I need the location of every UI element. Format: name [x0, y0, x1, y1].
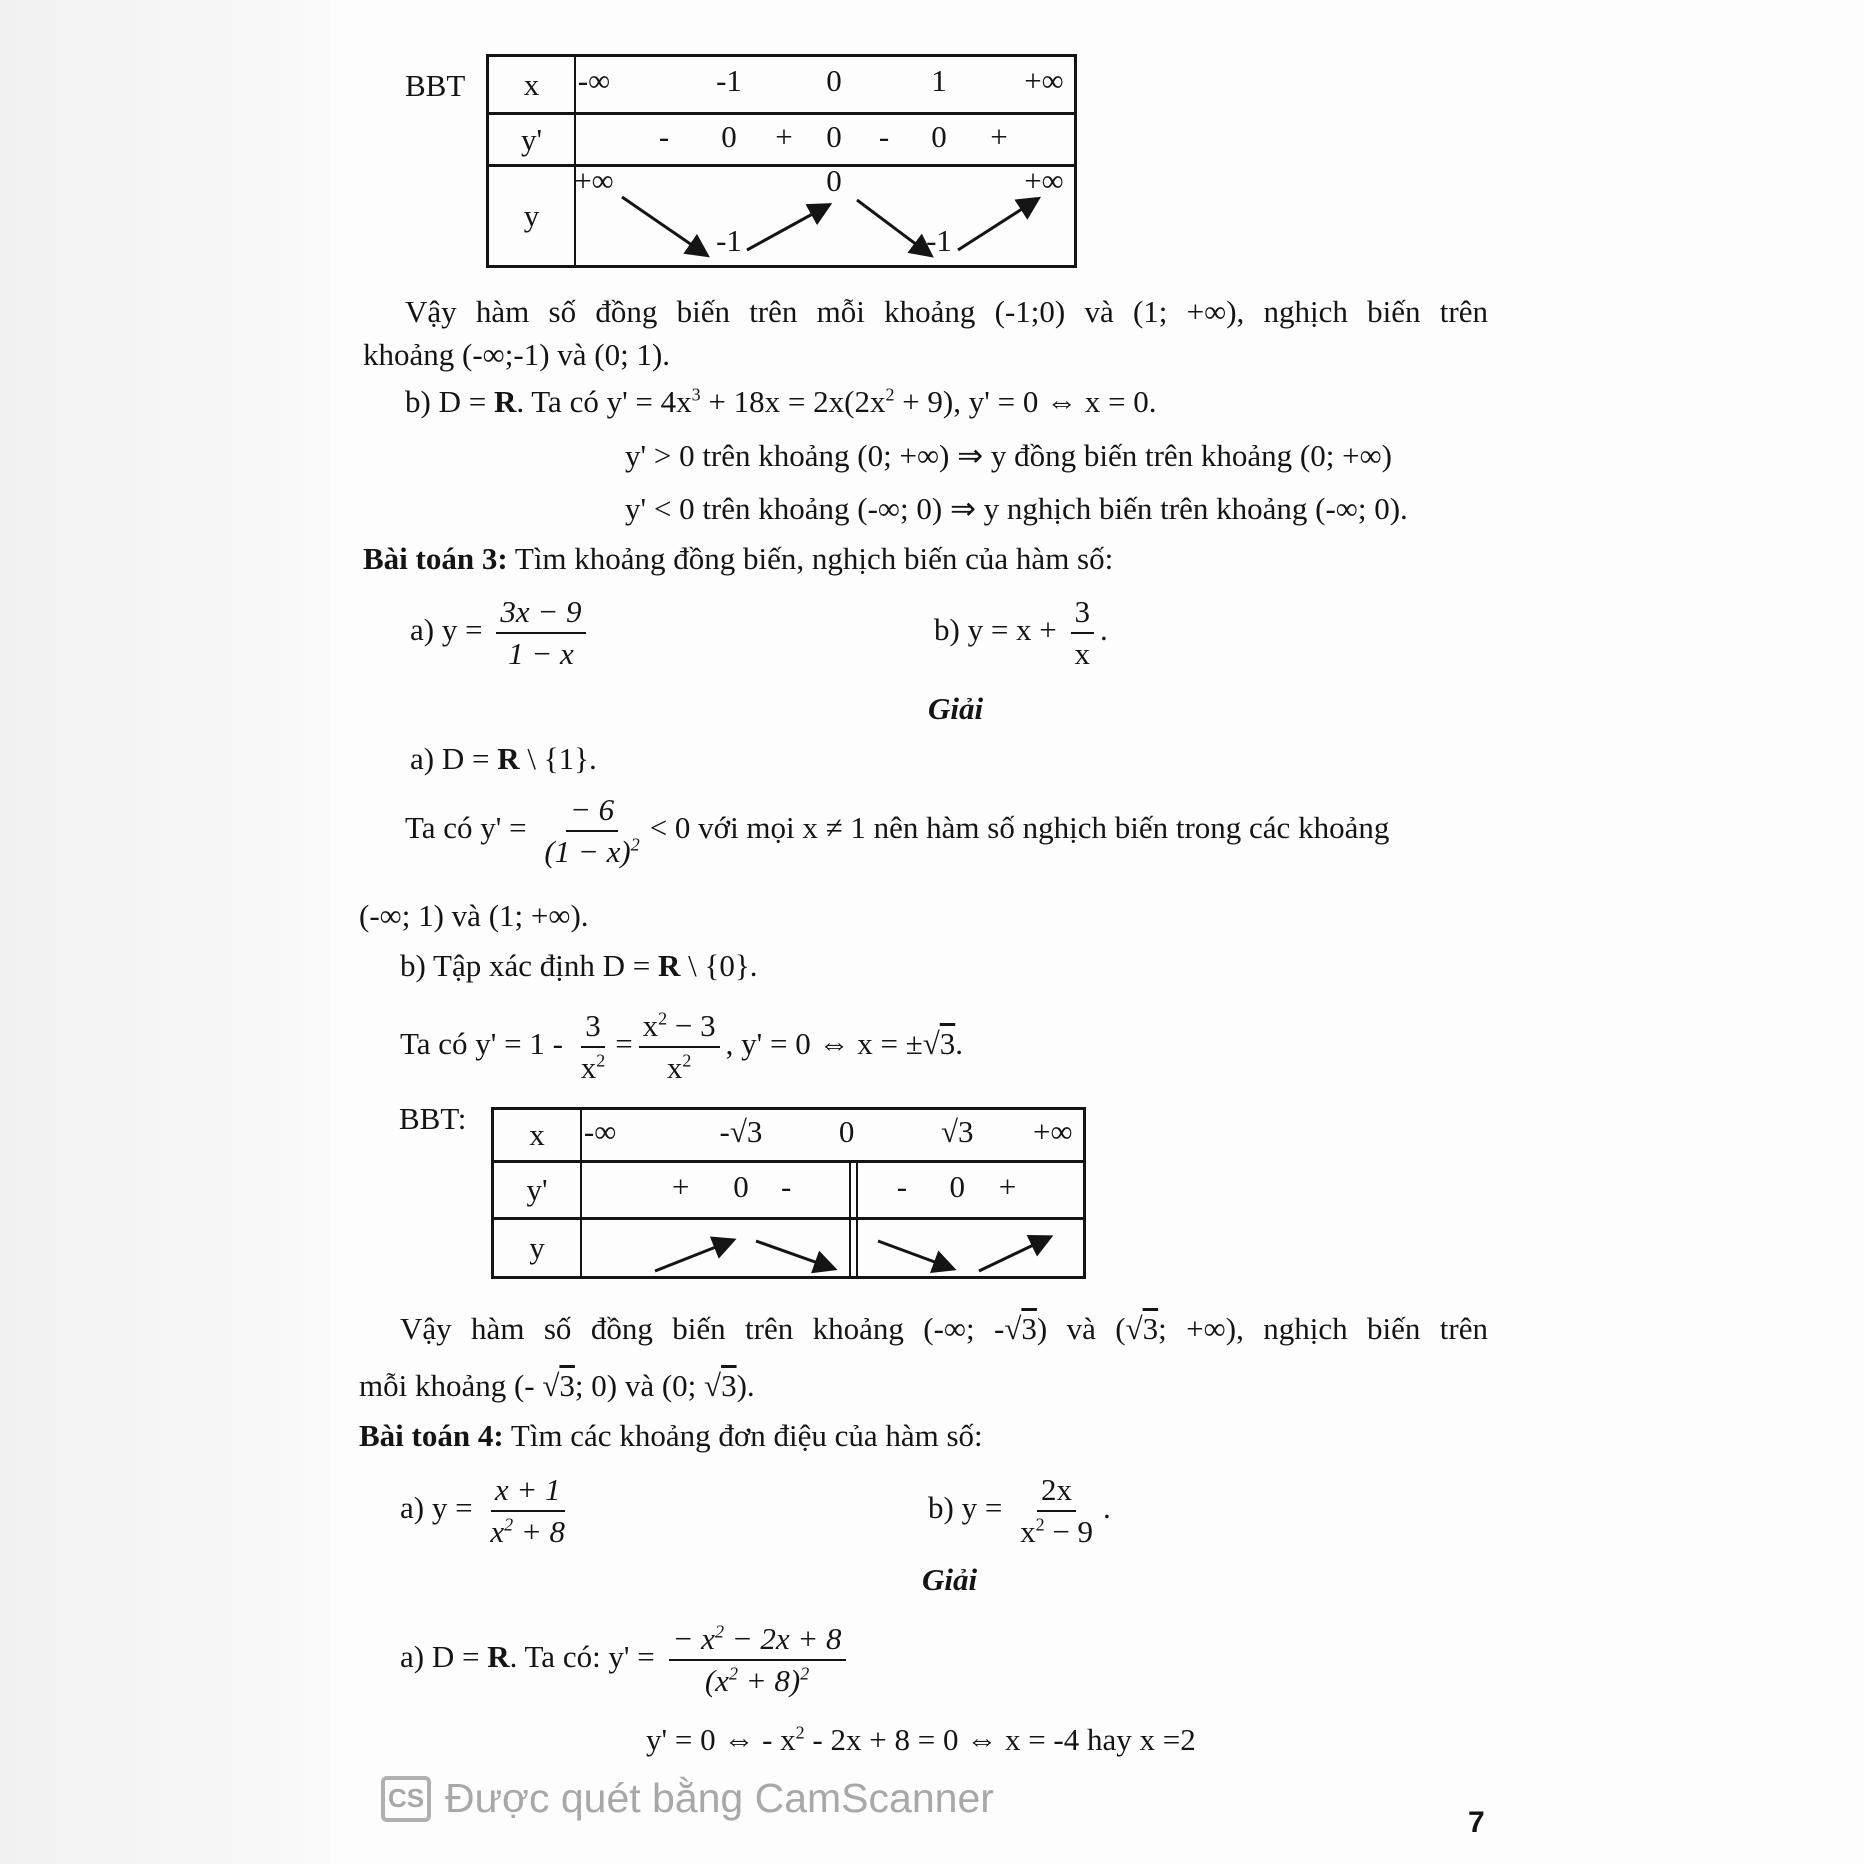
arrow-up-icon	[655, 1241, 731, 1271]
y-value: -1	[926, 223, 952, 258]
sign: -	[896, 1169, 908, 1204]
table1-label: BBT	[405, 68, 466, 103]
solution-3a-intervals: (-∞; 1) và (1; +∞).	[359, 898, 589, 933]
positive-interval: y' > 0 trên khoảng (0; +∞) ⇒ y đồng biến trên khoảng (0; +∞)	[625, 438, 1393, 473]
camscanner-watermark	[381, 1775, 994, 1822]
table1-derivative-row	[489, 112, 1074, 164]
x-value: -√3	[719, 1114, 763, 1149]
conclusion-3b: Vậy hàm số đồng biến trên khoảng (-∞; -√3) và (√3; +∞), nghịch biến trên	[400, 1311, 1488, 1346]
table2-derivative-row	[494, 1160, 1083, 1217]
sign: -	[658, 119, 670, 154]
x-header: x	[494, 1110, 582, 1160]
variation-arrows	[580, 1220, 1086, 1282]
x-value: √3	[940, 1114, 974, 1149]
sign: -	[878, 119, 890, 154]
sign: +	[998, 1169, 1017, 1204]
x-value: -∞	[577, 63, 611, 98]
conclusion-1: Vậy hàm số đồng biến trên mỗi khoảng (-1;0) và (1; +∞), nghịch biến trên	[405, 294, 1488, 329]
solution-heading-4: Giải	[922, 1562, 978, 1597]
table2-label: BBT:	[399, 1101, 467, 1136]
y-value: -1	[716, 223, 742, 258]
sign: 0	[826, 119, 842, 154]
x-value: 1	[931, 63, 947, 98]
solution-4a-roots: y' = 0 ⇔ - $x^2 - 2x + 8 = 0$ ⇔ x = -4 hay x =2	[646, 1722, 1196, 1757]
y-header: y	[489, 167, 576, 265]
arrow-down-icon	[756, 1241, 832, 1268]
y-header: y	[494, 1220, 582, 1276]
solution-heading-3: Giải	[928, 691, 984, 726]
x-value: -1	[716, 63, 742, 98]
arrow-down-icon	[878, 1241, 951, 1268]
variation-table-1	[486, 54, 1077, 268]
dy-header: y'	[494, 1163, 582, 1217]
camscanner-logo-icon: CS	[381, 1776, 431, 1822]
y-value: 0	[826, 163, 842, 198]
scan-margin	[0, 0, 330, 1864]
sign: 0	[733, 1169, 749, 1204]
sign: +	[775, 119, 793, 154]
problem-3b: b) y = x + $\frac{3}{x}$ .	[934, 594, 1108, 671]
table2-x-row	[494, 1110, 1083, 1160]
page-number: 7	[1468, 1806, 1485, 1839]
problem-4a: a) y = $\frac{x + 1}{x^2 + 8}$	[400, 1472, 566, 1549]
watermark-text: Được quét bằng CamScanner	[445, 1775, 994, 1821]
problem-4b: b) y = $\frac{2x}{x^2 - 9}$ .	[928, 1472, 1111, 1549]
undefined-point-double-line	[849, 1160, 858, 1276]
solution-4a-derivative: a) D = R. Ta có: y' = $\frac{- x^2 - 2x + 8}{(x^2 + 8)^2}$	[400, 1619, 852, 1701]
table2-y-row	[494, 1217, 1083, 1276]
problem-4-heading: Bài toán 4: Tìm các khoảng đơn điệu của hàm số:	[359, 1418, 983, 1453]
conclusion-1-cont: khoảng (-∞;-1) và (0; 1).	[363, 337, 671, 372]
negative-interval: y' < 0 trên khoảng (-∞; 0) ⇒ y nghịch biến trên khoảng (-∞; 0).	[625, 491, 1408, 526]
y-value: +∞	[1024, 163, 1064, 198]
table1-x-row	[489, 57, 1074, 112]
solution-3a-domain: a) D = R \ {1}.	[410, 741, 597, 776]
sign: 0	[931, 119, 947, 154]
conclusion-3b-cont: mỗi khoảng (- √3; 0) và (0; √3).	[359, 1368, 755, 1403]
variation-arrows	[574, 167, 1077, 271]
sign: +	[990, 119, 1008, 154]
sign: +	[671, 1169, 690, 1204]
x-value: 0	[838, 1114, 855, 1149]
problem-3-heading: Bài toán 3: Tìm khoảng đồng biến, nghịch biến của hàm số:	[363, 541, 1114, 576]
y-value: +∞	[574, 163, 614, 198]
dy-header: y'	[489, 115, 576, 164]
arrow-down-icon	[622, 197, 705, 254]
sign: -	[781, 1169, 792, 1204]
sign: 0	[721, 119, 737, 154]
problem-3a: a) y = $\frac{3x - 9}{1 - x}$	[410, 592, 592, 674]
arrow-down-icon	[857, 200, 929, 254]
x-value: +∞	[1024, 63, 1064, 98]
x-value: +∞	[1033, 1114, 1073, 1149]
solution-3b-domain: b) Tập xác định D = R \ {0}.	[400, 948, 758, 983]
solution-3b-derivative: Ta có y' = 1 - $\frac{3}{x^2}$ = $\frac{x^2 - 3}{x^2}$ , y' = 0 ⇔ x = ±√3.	[400, 1008, 963, 1085]
part-b-derivative: b) D = R. Ta có $y' = 4x^3 + 18x = 2x(2x^2 + 9)$, y' = 0 ⇔ x = 0.	[405, 384, 1157, 419]
x-header: x	[489, 57, 576, 112]
x-value: 0	[826, 63, 842, 98]
sign: 0	[949, 1169, 965, 1204]
solution-3a-derivative: Ta có y' = $\frac{- 6}{(1 - x)^2}$ < 0 với mọi x ≠ 1 nên hàm số nghịch biến trong các khoảng	[405, 792, 1390, 869]
arrow-up-icon	[979, 1238, 1048, 1271]
arrow-up-icon	[747, 206, 827, 250]
arrow-up-icon	[958, 200, 1036, 250]
x-value: -∞	[583, 1114, 617, 1149]
variation-table-2	[491, 1107, 1086, 1279]
table1-y-row	[489, 164, 1074, 265]
